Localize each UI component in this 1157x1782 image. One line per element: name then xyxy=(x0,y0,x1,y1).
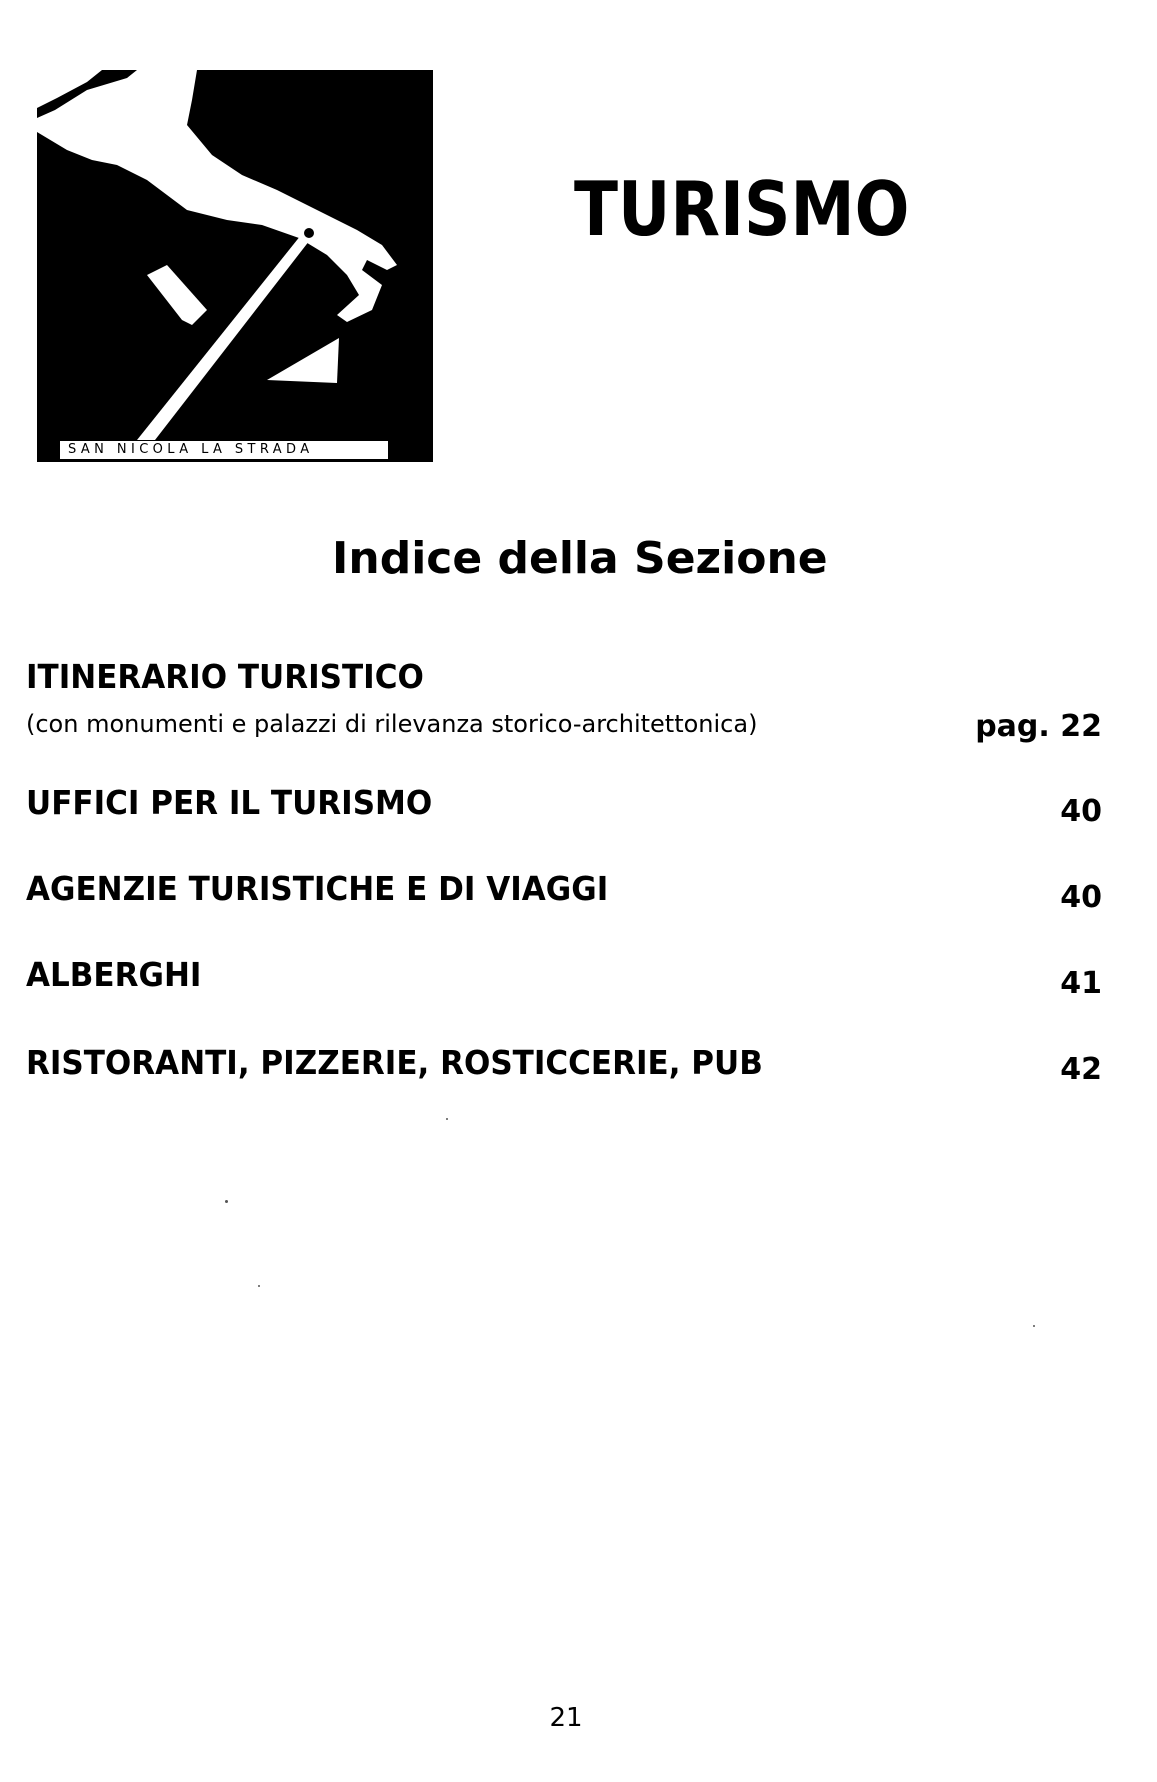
entry-page-alberghi: 41 xyxy=(1060,966,1102,1001)
entry-title-uffici: UFFICI PER IL TURISMO xyxy=(26,783,433,822)
italy-map-graphic xyxy=(37,70,433,462)
entry-page-itinerario: pag. 22 xyxy=(975,709,1102,744)
entry-title-agenzie: AGENZIE TURISTICHE E DI VIAGGI xyxy=(26,869,609,908)
entry-title-itinerario: ITINERARIO TURISTICO xyxy=(26,657,424,696)
entry-page-uffici: 40 xyxy=(1060,794,1102,829)
page-number: 21 xyxy=(549,1703,583,1733)
entry-subtitle-itinerario: (con monumenti e palazzi di rilevanza storico-architettonica) xyxy=(26,710,758,738)
index-heading: Indice della Sezione xyxy=(332,533,828,584)
entry-page-ristoranti: 42 xyxy=(1060,1052,1102,1087)
scan-speck xyxy=(446,1118,448,1120)
entry-title-alberghi: ALBERGHI xyxy=(26,955,202,994)
scan-speck xyxy=(1033,1325,1035,1327)
scan-speck xyxy=(225,1200,228,1203)
section-title: TURISMO xyxy=(574,165,910,253)
town-logo xyxy=(37,70,433,462)
scan-speck xyxy=(258,1285,260,1287)
entry-page-agenzie: 40 xyxy=(1060,880,1102,915)
entry-title-ristoranti: RISTORANTI, PIZZERIE, ROSTICCERIE, PUB xyxy=(26,1043,763,1082)
logo-caption: SAN NICOLA LA STRADA xyxy=(59,440,389,460)
